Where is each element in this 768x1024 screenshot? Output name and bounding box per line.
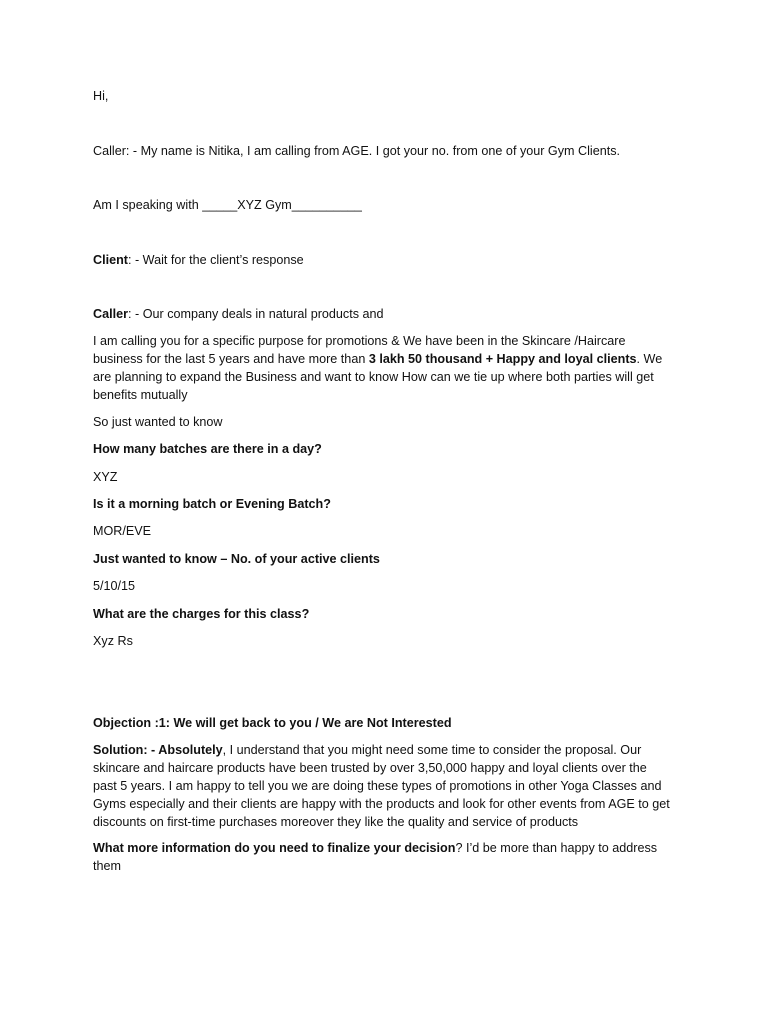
so-just-line: So just wanted to know <box>93 415 223 429</box>
caller-label: Caller <box>93 307 129 321</box>
solution-text: , I understand that you might need some time to consider the proposal. Our skincare and haircare products have been trusted by over 3,50,000 happy and loyal clients over the past 5 years. I am happy to tell you we are doing these types of promotions in other Yoga Classes and Gyms especially and their clients are happy with the products and look for other events from AGE to get discounts on first-time purchases moreover they like the quality and service of products <box>93 743 670 829</box>
question-charges: What are the charges for this class? <box>93 607 310 621</box>
client-label: Client <box>93 253 128 267</box>
answer-batches: XYZ <box>93 470 118 484</box>
question-active-clients: Just wanted to know – No. of your active clients <box>93 552 380 566</box>
objection-heading: Objection :1: We will get back to you / We are Not Interested <box>93 716 452 730</box>
purpose-paragraph <box>93 332 673 404</box>
purpose-bold: 3 lakh 50 thousand + Happy and loyal clients <box>368 352 637 366</box>
caller-intro: Caller: - My name is Nitika, I am calling from AGE. I got your no. from one of your Gym Clients. <box>93 144 621 158</box>
purpose-text-2: . We are planning to expand the Business and want to know How can we tie up where both parties will get benefits mutually <box>93 352 663 402</box>
closing-bold: What more information do you need to finalize your decision <box>93 841 456 855</box>
answer-morning-evening: MOR/EVE <box>93 524 152 538</box>
solution-label: Solution: - Absolutely <box>93 743 223 757</box>
caller-line <box>93 305 673 323</box>
caller-text: : - Our company deals in natural products and <box>128 307 384 321</box>
client-line <box>93 251 673 269</box>
question-batches: How many batches are there in a day? <box>93 442 322 456</box>
closing-text: ? I’d be more than happy to address them <box>93 841 658 873</box>
closing-paragraph <box>93 839 673 875</box>
answer-charges: Xyz Rs <box>93 634 133 648</box>
client-text: : - Wait for the client’s response <box>127 253 304 267</box>
greeting: Hi, <box>93 89 109 103</box>
purpose-text-1: I am calling you for a specific purpose for promotions & We have been in the Skincare /Haircare business for the last 5 years and have more than <box>93 334 626 366</box>
answer-active-clients: 5/10/15 <box>93 579 136 593</box>
question-morning-evening: Is it a morning batch or Evening Batch? <box>93 497 331 511</box>
solution-paragraph <box>93 741 673 831</box>
speaking-with-line: Am I speaking with _____XYZ Gym__________ <box>93 198 362 212</box>
